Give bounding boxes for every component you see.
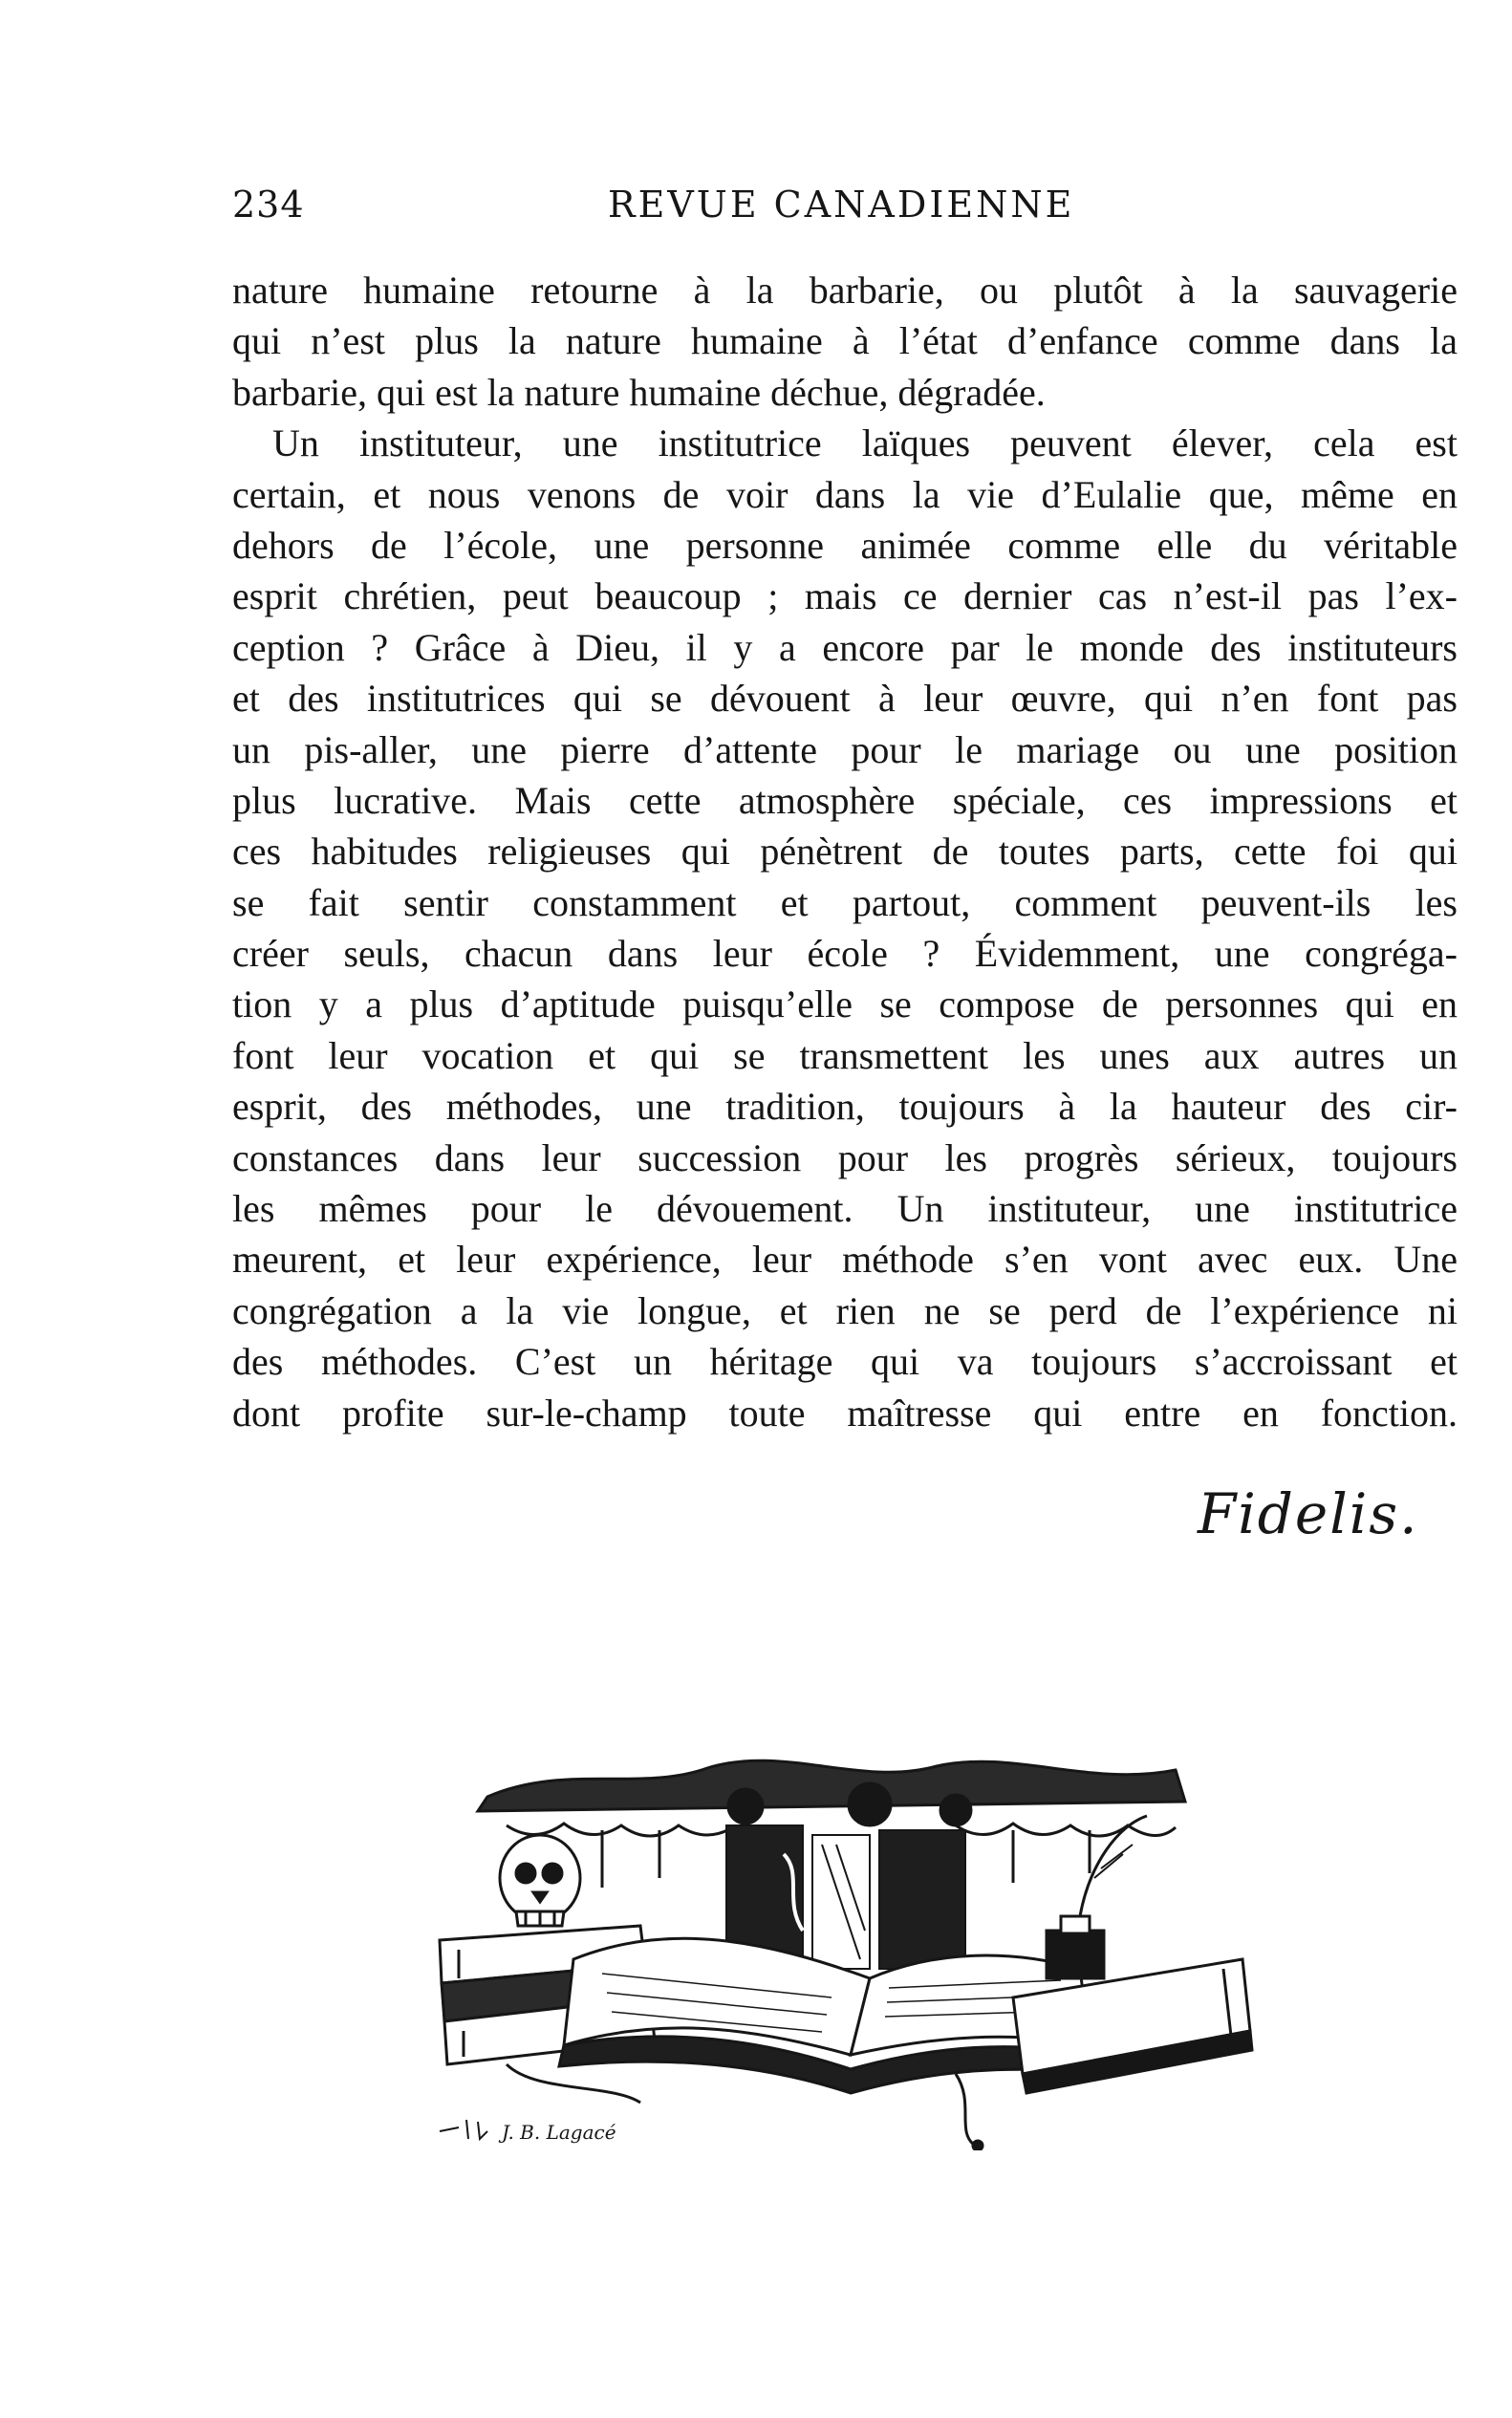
page-number: 234 xyxy=(232,184,305,226)
text-line: tion y a plus d’aptitude puisqu’elle se compose de personnes qui en xyxy=(232,982,1458,1026)
body-text xyxy=(232,265,1458,1438)
running-head xyxy=(232,184,1458,241)
text-line: créer seuls, chacun dans leur école ? Évidemment, une congréga- xyxy=(232,932,1458,976)
text-line: les mêmes pour le dévouement. Un instituteur, une institutrice xyxy=(232,1187,1458,1231)
text-line: ces habitudes religieuses qui pénètrent de toutes parts, cette foi qui xyxy=(232,830,1458,874)
author-signature: Fidelis. xyxy=(1198,1481,1419,1546)
text-line: barbarie, qui est la nature humaine déchue, dégradée. xyxy=(232,370,1046,414)
text-line: esprit, des méthodes, une tradition, toujours à la hauteur des cir- xyxy=(232,1085,1458,1129)
text-line: certain, et nous venons de voir dans la vie d’Eulalie que, même en xyxy=(232,472,1458,516)
text-line: meurent, et leur expérience, leur méthode s’en vont avec eux. Une xyxy=(232,1238,1458,1282)
text-line: congrégation a la vie longue, et rien ne se perd de l’expérience ni xyxy=(232,1288,1458,1332)
skull xyxy=(500,1835,580,1926)
text-line: constances dans leur succession pour les progrès sérieux, toujours xyxy=(232,1135,1458,1179)
text-line: se fait sentir constamment et partout, comment peuvent-ils les xyxy=(232,880,1458,924)
text-line: ception ? Grâce à Dieu, il y a encore par le monde des instituteurs xyxy=(232,625,1458,669)
paragraph-first-line: Un instituteur, une institutrice laïques peuvent élever, cela est xyxy=(272,421,1458,465)
text-line: plus lucrative. Mais cette atmosphère spéciale, ces impressions et xyxy=(232,778,1458,822)
text-line: un pis-aller, une pierre d’attente pour le mariage ou une position xyxy=(232,727,1458,771)
text-line: dehors de l’école, une personne animée comme elle du véritable xyxy=(232,523,1458,567)
text-line: des méthodes. C’est un héritage qui va toujours s’accroissant et xyxy=(232,1340,1458,1384)
artist-signature-mark xyxy=(440,2120,616,2144)
text-line: et des institutrices qui se dévouent à leur œuvre, qui n’en font pas xyxy=(232,677,1458,721)
text-line: font leur vocation et qui se transmettent les unes aux autres un xyxy=(232,1033,1458,1077)
journal-title: REVUE CANADIENNE xyxy=(608,184,1075,226)
artist-signature-text: J. B. Lagacé xyxy=(502,2121,616,2144)
inkwell-and-quill xyxy=(1047,1816,1147,1978)
book-still-life-illustration xyxy=(421,1711,1262,2150)
text-line: esprit chrétien, peut beaucoup ; mais ce dernier cas n’est-il pas l’ex- xyxy=(232,574,1458,618)
text-line: qui n’est plus la nature humaine à l’état d’enfance comme dans la xyxy=(232,319,1458,363)
text-line: dont profite sur-le-champ toute maîtresse qui entre en fonction. xyxy=(232,1391,1458,1435)
text-line: nature humaine retourne à la barbarie, ou plutôt à la sauvagerie xyxy=(232,269,1458,312)
